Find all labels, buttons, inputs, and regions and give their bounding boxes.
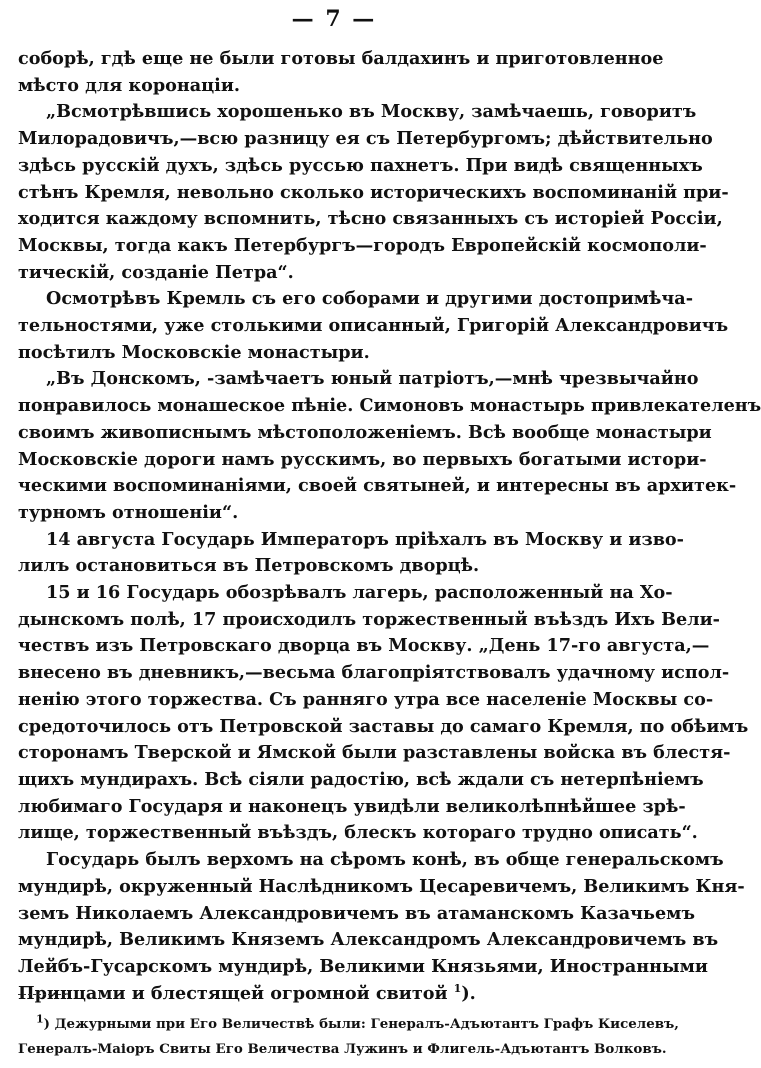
footnote-divider [18,994,66,995]
text-line: щихъ мундирахъ. Всѣ сіяли радостію, всѣ ждали съ нетерпѣніемъ [18,768,704,790]
text-line: 15 и 16 Государь обозрѣвалъ лагерь, расположенный на Хо- [46,582,673,604]
text-line: мундирѣ, Великимъ Княземъ Александромъ Александровичемъ въ [18,929,719,951]
text-line: мундирѣ, окруженный Наслѣдникомъ Цесаревичемъ, Великимъ Кня- [18,875,745,897]
text-line: земъ Николаемъ Александровичемъ въ атаманскомъ Казачьемъ [18,902,695,924]
paragraph [18,366,761,526]
text-line: лище, торжественный въѣздъ, блескъ котораго трудно описать“. [18,822,698,844]
footnote-line [18,1012,679,1037]
page-number: — 7 — [291,6,377,32]
paragraph [18,527,684,580]
text-line: мѣсто для коронаціи. [18,74,240,96]
paragraph [18,847,745,1007]
text-line: сторонамъ Тверской и Ямской были разставлены войска въ блестя- [18,742,731,764]
text-line: Государь былъ верхомъ на сѣромъ конѣ, въ обще генеральскомъ [46,849,724,871]
text-line: стѣнъ Кремля, невольно сколько историческихъ воспоминаній при- [18,181,729,203]
text-line: соборѣ, гдѣ еще не были готовы балдахинъ и приготовленное [18,48,664,69]
text-line: „Въ Донскомъ, -замѣчаетъ юный патріотъ,—мнѣ чрезвычайно [46,368,699,390]
text-line: здѣсь русскій духъ, здѣсь руссью пахнетъ. При видѣ священныхъ [18,154,703,176]
text-line: Милорадовичъ,—всю разницу ея съ Петербургомъ; дѣйствительно [18,128,713,150]
text-line: Лейбъ-Гусарскомъ мундирѣ, Великими Князьями, Иностранными [18,955,708,977]
text-line: Осмотрѣвъ Кремль съ его соборами и другими достопримѣча- [46,288,693,310]
text-line: ходится каждому вспомнить, тѣсно связанныхъ съ исторіей Россіи, [18,208,723,230]
text-line-with-footnote [18,981,653,1008]
footnote-line: Генералъ-Маіоръ Свиты Его Величества Лужинъ и Флигель-Адъютантъ Волковъ. [18,1041,667,1057]
text-line: тическій, созданіе Петра“. [18,261,294,283]
paragraph [18,580,749,847]
text-line: любимаго Государя и наконецъ увидѣли великолѣпнѣйшее зрѣ- [18,795,686,817]
text-line: средоточилось отъ Петровской заставы до самаго Кремля, по обѣимъ [18,715,749,737]
text-line: посѣтилъ Московскіе монастыри. [18,341,370,363]
text-line: своимъ живописнымъ мѣстоположеніемъ. Всѣ вообще монастыри [18,421,712,443]
text-line: лилъ остановиться въ Петровскомъ дворцѣ. [18,555,480,577]
text-line: ческими воспоминаніями, своей святыней, и интересны въ архитек- [18,475,737,497]
paragraph [18,286,729,366]
line-suffix: ). [461,982,476,1004]
text-line: Принцами и блестящей огромной свитой [18,982,448,1004]
text-line: 14 августа Государь Императоръ пріѣхалъ въ Москву и изво- [46,528,684,550]
text-line: Москвы, тогда какъ Петербургъ—городъ Европейскій космополи- [18,234,707,256]
footnotes [18,1012,679,1062]
footnote-reference: 1 [453,981,462,995]
body-text [18,46,761,1007]
text-line: дынскомъ полѣ, 17 происходилъ торжественный въѣздъ Ихъ Вели- [18,608,720,630]
paragraph [18,99,729,286]
footnote-text: ) Дежурными при Его Величествѣ были: Генералъ-Адъютантъ Графъ Киселевъ, [43,1016,679,1032]
footnote-mark: 1 [36,1012,44,1026]
paragraph [18,46,664,99]
text-line: турномъ отношеніи“. [18,501,239,523]
text-line: ненію этого торжества. Съ ранняго утра все населеніе Москвы со- [18,688,714,710]
text-line: „Всмотрѣвшись хорошенько въ Москву, замѣчаешь, говоритъ [46,101,697,123]
text-line: внесено въ дневникъ,—весьма благопріятствовалъ удачному испол- [18,662,730,684]
text-line: тельностями, уже столькими описанный, Григорій Александровичъ [18,315,729,337]
text-line: Московскіе дороги намъ русскимъ, во первыхъ богатыми истори- [18,448,707,470]
text-line: понравилось монашеское пѣніе. Симоновъ монастырь привлекателенъ [18,395,761,417]
text-line: чествъ изъ Петровскаго дворца въ Москву. „День 17-го августа,— [18,635,710,657]
